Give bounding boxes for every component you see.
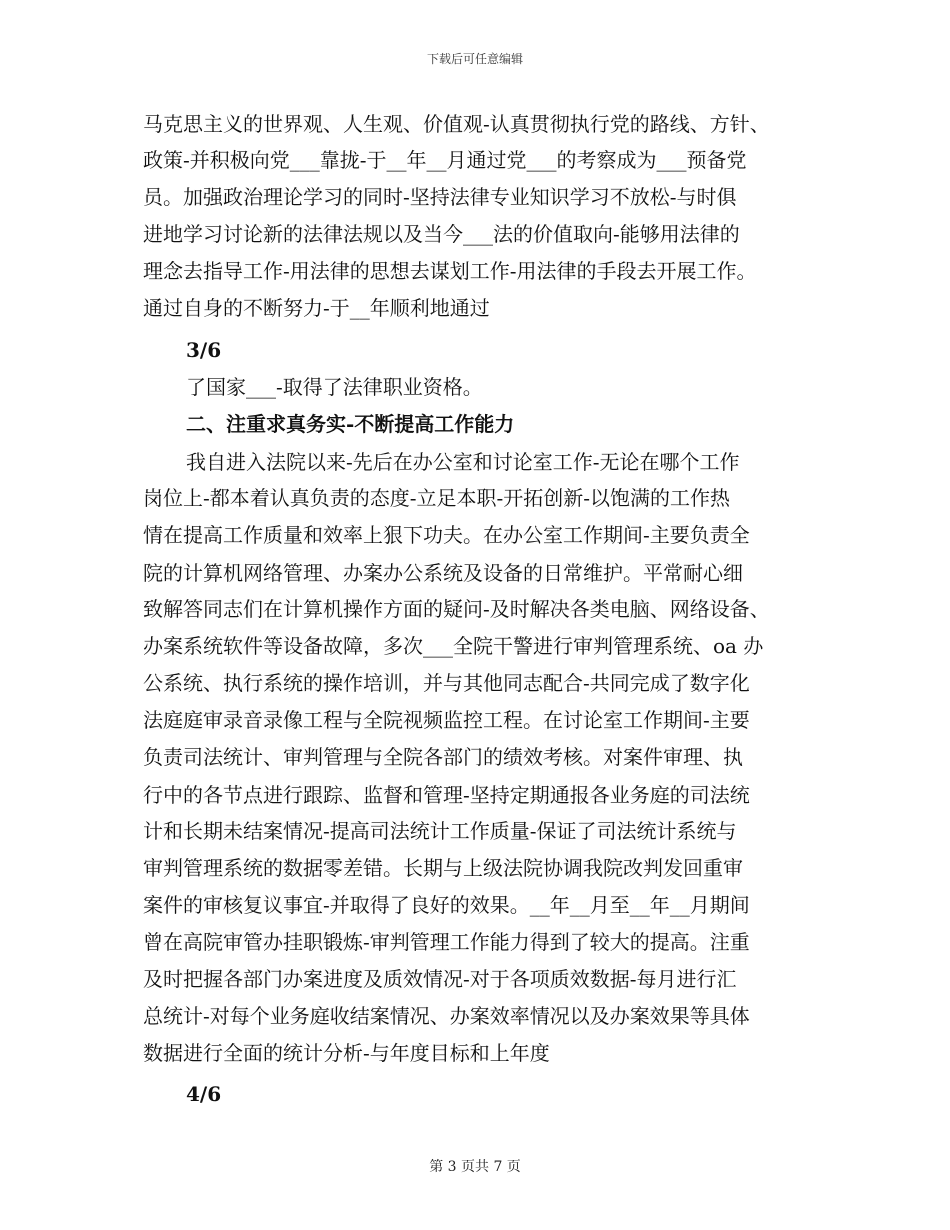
page-marker: 4/6 <box>186 1082 222 1106</box>
paragraph-line: 数据进行全面的统计分析-与年度目标和上年度 <box>143 1041 550 1065</box>
paragraph-line: 及时把握各部门办案进度及质效情况-对于各项质效数据-每月进行汇 <box>143 967 737 991</box>
page-marker: 3/6 <box>186 338 222 362</box>
paragraph-line: 情在提高工作质量和效率上狠下功夫。在办公室工作期间-主要负责全 <box>143 523 750 547</box>
paragraph-line: 曾在高院审管办挂职锻炼-审判管理工作能力得到了较大的提高。注重 <box>143 930 750 954</box>
paragraph-line: 通过自身的不断努力-于__年顺利地通过 <box>143 296 490 320</box>
paragraph-line: 计和长期未结案情况-提高司法统计工作质量-保证了司法统计系统与 <box>143 819 737 843</box>
paragraph-line: 院的计算机网络管理、办案办公系统及设备的日常维护。平常耐心细 <box>143 561 743 585</box>
paragraph-line: 案件的审核复议事宜-并取得了良好的效果。__年__月至__年__月期间 <box>143 893 750 917</box>
paragraph-line: 办案系统软件等设备故障，多次___全院干警进行审判管理系统、oa 办 <box>143 634 764 658</box>
paragraph-line: 进地学习讨论新的法律法规以及当今___法的价值取向-能够用法律的 <box>143 222 740 246</box>
paragraph-line: 负责司法统计、审判管理与全院各部门的绩效考核。对案件审理、执 <box>143 745 743 769</box>
paragraph-line: 理念去指导工作-用法律的思想去谋划工作-用法律的手段去开展工作。 <box>143 259 757 283</box>
paragraph-line: 政策-并积极向党___靠拢-于__年__月通过党___的考察成为___预备党 <box>143 148 747 172</box>
paragraph-line: 总统计-对每个业务庭收结案情况、办案效率情况以及办案效果等具体 <box>143 1004 750 1028</box>
paragraph-line: 我自进入法院以来-先后在办公室和讨论室工作-无论在哪个工作 <box>186 450 740 474</box>
paragraph-line: 公系统、执行系统的操作培训，并与其他同志配合-共同完成了数字化 <box>143 671 750 695</box>
paragraph-line: 员。加强政治理论学习的同时-坚持法律专业知识学习不放松-与时俱 <box>143 185 737 209</box>
paragraph-line: 审判管理系统的数据零差错。长期与上级法院协调我院改判发回重审 <box>143 856 743 880</box>
paragraph-line: 致解答同志们在计算机操作方面的疑问-及时解决各类电脑、网络设备、 <box>143 597 770 621</box>
paragraph-line: 马克思主义的世界观、人生观、价值观-认真贯彻执行党的路线、方针、 <box>143 112 770 136</box>
paragraph-line: 行中的各节点进行跟踪、监督和管理-坚持定期通报各业务庭的司法统 <box>143 783 750 807</box>
section-heading: 二、注重求真务实-不断提高工作能力 <box>186 412 515 436</box>
page-footer: 第 3 页共 7 页 <box>429 1159 521 1175</box>
paragraph-line: 了国家___-取得了法律职业资格。 <box>186 375 483 399</box>
paragraph-line: 法庭庭审录音录像工程与全院视频监控工程。在讨论室工作期间-主要 <box>143 708 750 732</box>
page-header: 下载后可任意编辑 <box>426 52 523 66</box>
paragraph-line: 岗位上-都本着认真负责的态度-立足本职-开拓创新-以饱满的工作热 <box>143 486 731 510</box>
